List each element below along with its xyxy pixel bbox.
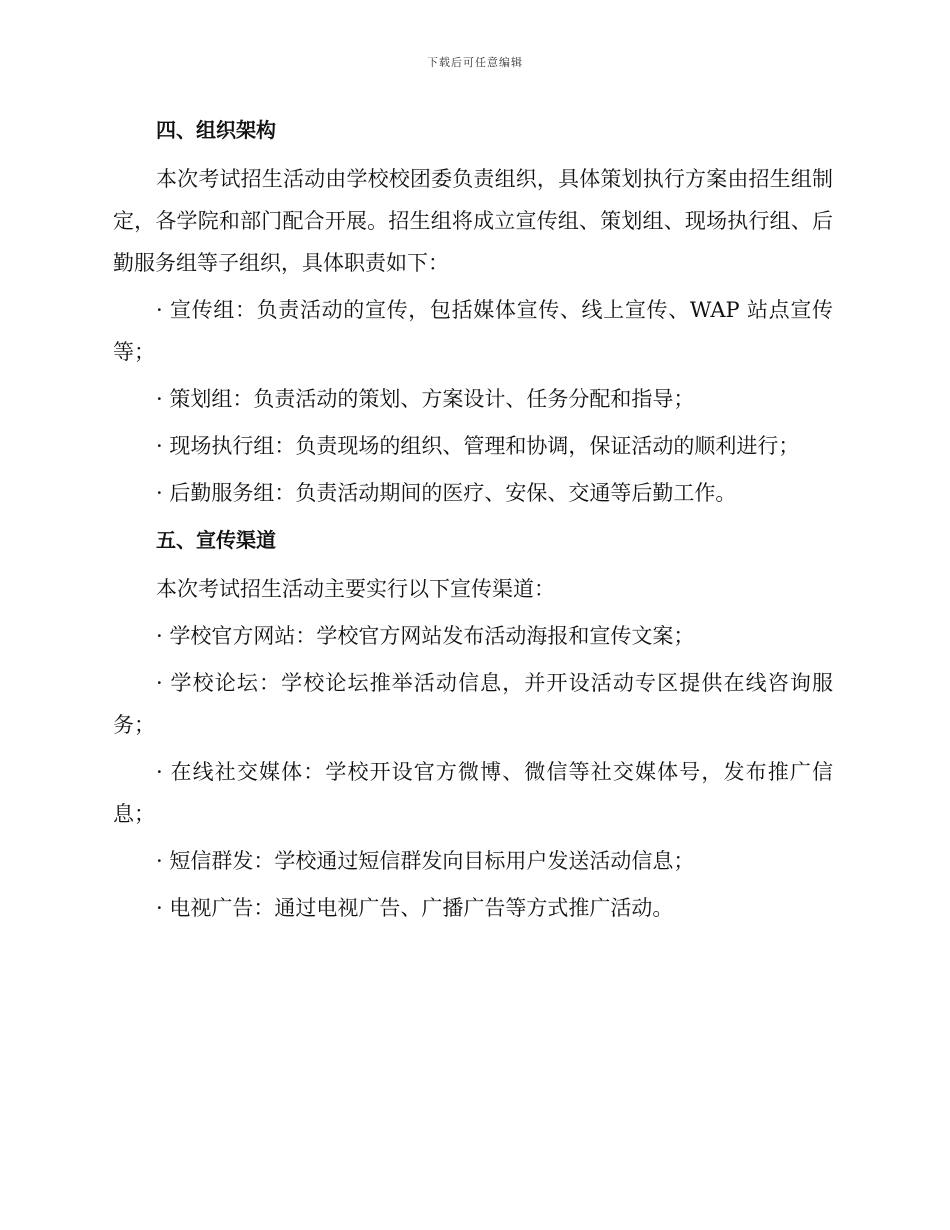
document-body <box>113 110 833 934</box>
list-item: · 学校官方网站：学校官方网站发布活动海报和宣传文案； <box>156 624 695 648</box>
list-item: · 学校论坛：学校论坛推举活动信息，并开设活动专区提供在线咨询服务； <box>113 671 833 737</box>
list-item: · 电视广告：通过电视广告、广播广告等方式推广活动。 <box>156 896 674 920</box>
list-item: · 短信群发：学校通过短信群发向目标用户发送活动信息； <box>156 849 695 873</box>
section-intro-channels: 本次考试招生活动主要实行以下宣传渠道： <box>156 577 555 601</box>
list-item: · 后勤服务组：负责活动期间的医疗、安保、交通等后勤工作。 <box>156 481 737 505</box>
header-note: 下载后可任意编辑 <box>427 56 523 69</box>
list-item: · 策划组：负责活动的策划、方案设计、任务分配和指导； <box>156 387 695 411</box>
section-heading-channels: 五、宣传渠道 <box>156 528 276 552</box>
list-item: · 在线社交媒体：学校开设官方微博、微信等社交媒体号，发布推广信息； <box>113 760 833 826</box>
section-heading-organization: 四、组织架构 <box>156 118 276 142</box>
list-item: · 宣传组：负责活动的宣传，包括媒体宣传、线上宣传、WAP 站点宣传等； <box>113 298 833 364</box>
section-intro-organization: 本次考试招生活动由学校校团委负责组织，具体策划执行方案由招生组制定，各学院和部门配合开展。招生组将成立宣传组、策划组、现场执行组、后勤服务组等子组织，具体职责如下： <box>113 167 833 275</box>
list-item: · 现场执行组：负责现场的组织、管理和协调，保证活动的顺利进行； <box>156 434 800 458</box>
